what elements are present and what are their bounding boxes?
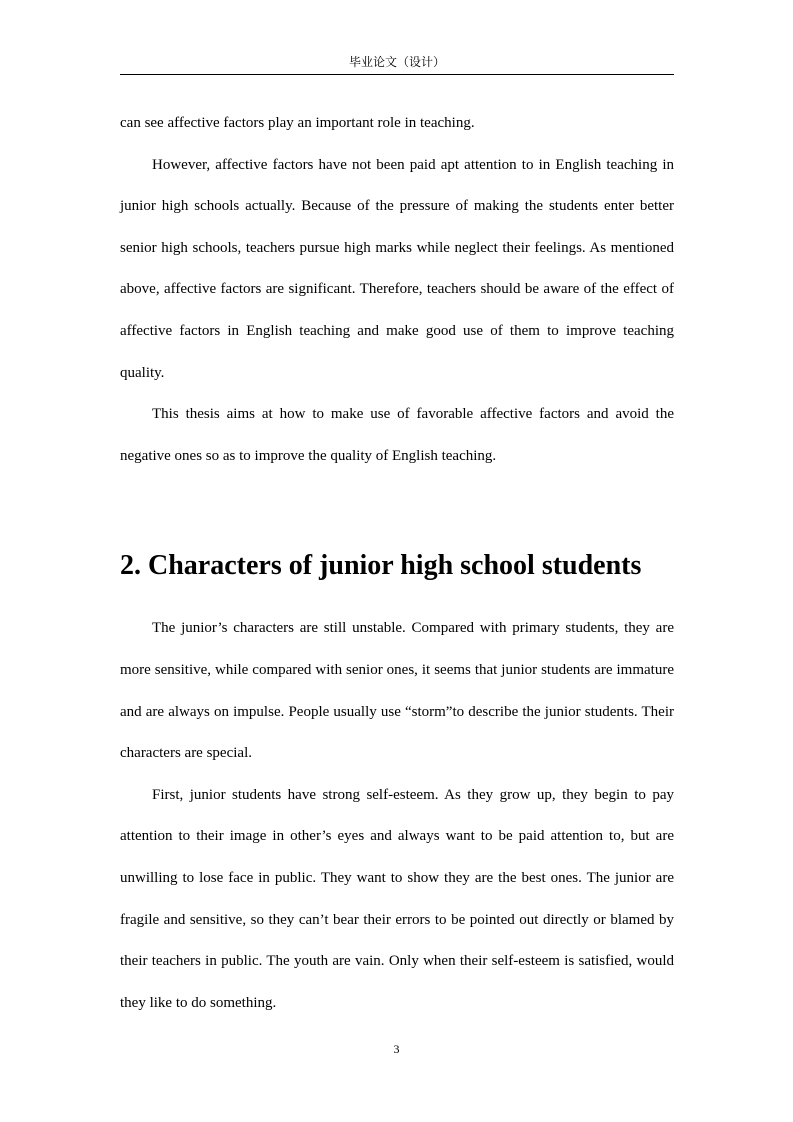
body-paragraph: can see affective factors play an important role in teaching. xyxy=(120,115,475,131)
body-paragraph: This thesis aims at how to make use of favorable affective factors and avoid the negative ones so as to improve the quality of English teaching. xyxy=(120,406,674,464)
body-paragraph: First, junior students have strong self-esteem. As they grow up, they begin to pay attention to their image in other’s eyes and always want to be paid attention to, but are unwilling to lose face in public. They want to show they are the best ones. The junior are fragile and sensitive, so they can’t bear their errors to be pointed out directly or blamed by their teachers in public. The youth are vain. Only when their self-esteem is satisfied, would they like to do something. xyxy=(120,786,674,1011)
page-header xyxy=(120,52,674,75)
body-paragraph: However, affective factors have not been paid apt attention to in English teaching in junior high schools actually. Because of the pressure of making the students enter better senior high schools, teachers pursue high marks while neglect their feelings. As mentioned above, affective factors are significant. Therefore, teachers should be aware of the effect of affective factors in English teaching and make good use of them to improve teaching quality. xyxy=(120,156,674,381)
body-paragraph: The junior’s characters are still unstable. Compared with primary students, they are more sensitive, while compared with senior ones, it seems that junior students are immature and are always on impulse. People usually use “storm”to describe the junior students. Their characters are special. xyxy=(120,620,674,762)
document-body xyxy=(120,103,674,1024)
header-title: 毕业论文（设计） xyxy=(348,55,445,69)
page-number: 3 xyxy=(393,1042,400,1056)
section-heading: 2. Characters of junior high school students xyxy=(120,550,642,582)
